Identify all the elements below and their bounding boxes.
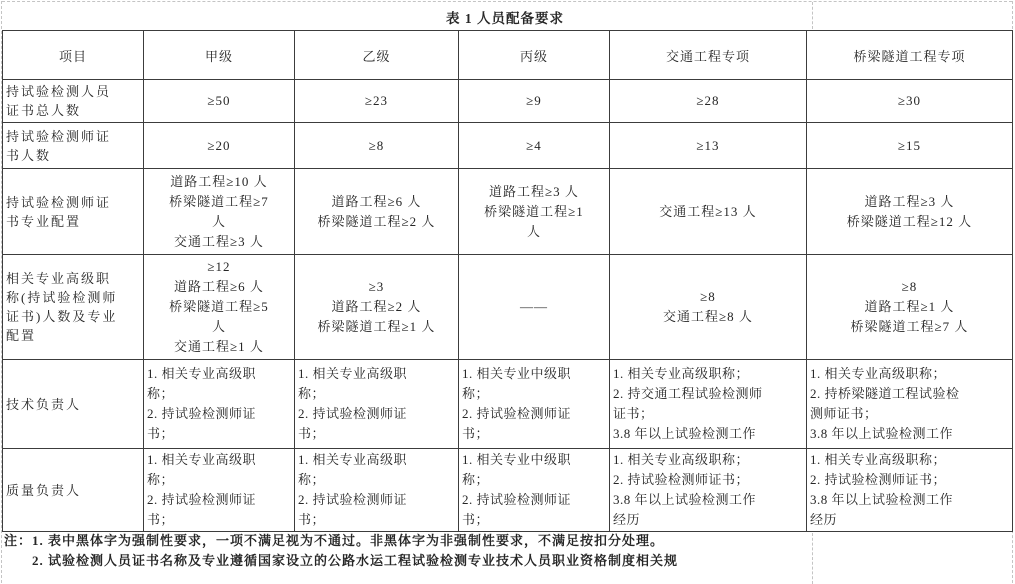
cell-line: 2. 持桥梁隧道工程试验检: [810, 386, 960, 401]
table-cell: [610, 360, 807, 449]
cell-line: 桥梁隧道工程≥2 人: [317, 213, 436, 229]
cell-line: 1. 相关专业高级职: [147, 366, 257, 381]
cell-line: 1. 相关专业高级职称；: [810, 366, 947, 381]
cell-line: 1. 相关专业高级职: [298, 452, 408, 467]
table-cell: [459, 123, 610, 169]
table-cell: [610, 449, 807, 532]
cell-line: 道路工程≥6 人: [331, 193, 422, 209]
row-label-line: 证书)人数及专业: [6, 309, 118, 324]
cell-line: ≥8: [901, 279, 918, 294]
cell-line: 2. 持试验检测师证: [462, 406, 572, 421]
table-cell: [144, 360, 295, 449]
cell-line: 人: [526, 223, 541, 239]
cell-line: 桥梁隧道工程≥7 人: [850, 319, 969, 334]
row-label: [3, 255, 144, 360]
table-cell: [807, 255, 1013, 360]
table-cell: [807, 80, 1013, 123]
text-boundary-margin-bottom: [812, 533, 813, 584]
cell-line: 2. 持试验检测师证书；: [810, 472, 947, 487]
cell-line: 3.8 年以上试验检测工作: [810, 492, 954, 507]
cell-line: 交通工程≥13 人: [659, 203, 757, 219]
cell-line: 测师证书；: [810, 406, 878, 421]
cell-line: 书；: [298, 426, 326, 441]
row-label: [3, 169, 144, 255]
cell-line: 道路工程≥10 人: [170, 173, 268, 189]
cell-line: 证书；: [613, 406, 654, 421]
cell-line: 交通工程≥1 人: [174, 339, 264, 354]
table-cell: [144, 123, 295, 169]
row-label-line: 持试验检测人员: [6, 84, 112, 99]
table-title: 表 1 人员配备要求: [446, 11, 564, 26]
cell-line: ≥9: [526, 93, 542, 108]
row-label: [3, 360, 144, 449]
cell-line: 桥梁隧道工程≥1 人: [317, 319, 436, 334]
column-header: 丙级: [459, 31, 610, 80]
table-cell: [295, 449, 459, 532]
cell-line: ≥3: [368, 279, 385, 294]
table-row: [3, 80, 1013, 123]
row-label-line: 配置: [6, 328, 37, 343]
cell-line: 人: [211, 319, 226, 334]
cell-line: 3.8 年以上试验检测工作: [613, 492, 757, 507]
table-row: [3, 360, 1013, 449]
cell-line: 称；: [147, 472, 175, 487]
cell-line: 书；: [147, 426, 175, 441]
cell-line: ≥8: [368, 137, 385, 153]
cell-line: 道路工程≥1 人: [864, 299, 955, 314]
cell-line: 1. 相关专业高级职称；: [613, 452, 750, 467]
table-cell: [295, 360, 459, 449]
table-row: [3, 169, 1013, 255]
table-cell: [610, 123, 807, 169]
cell-line: 2. 持试验检测师证: [462, 492, 572, 507]
table-cell: [610, 255, 807, 360]
row-label-line: 技术负责人: [6, 396, 82, 412]
text-boundary-top: [2, 1, 1012, 2]
cell-line: 称；: [298, 472, 326, 487]
cell-line: 1. 相关专业中级职: [462, 452, 572, 467]
cell-line: ≥13: [696, 137, 720, 153]
cell-line: 2. 持试验检测师证: [147, 406, 257, 421]
column-header: 甲级: [144, 31, 295, 80]
table-row: [3, 255, 1013, 360]
row-label-line: 质量负责人: [6, 482, 82, 498]
cell-line: 1. 相关专业高级职: [298, 366, 408, 381]
cell-line: 道路工程≥3 人: [864, 193, 955, 209]
row-label: [3, 449, 144, 532]
row-label-line: 持试验检测师证: [6, 194, 112, 210]
cell-line: 经历: [810, 512, 838, 527]
column-header: 桥梁隧道工程专项: [807, 31, 1013, 80]
cell-line: 道路工程≥3 人: [489, 183, 579, 199]
cell-line: 书；: [462, 426, 490, 441]
row-label-line: 相关专业高级职: [6, 271, 112, 286]
row-label: [3, 123, 144, 169]
row-label-line: 书专业配置: [6, 213, 82, 229]
cell-line: ≥4: [526, 137, 542, 153]
cell-line: 称；: [147, 386, 175, 401]
cell-line: 道路工程≥2 人: [331, 299, 422, 314]
row-label-line: 称(持试验检测师: [6, 290, 118, 305]
cell-line: 称；: [462, 386, 490, 401]
cell-line: ≥30: [897, 93, 922, 108]
table-row: [3, 123, 1013, 169]
cell-line: 桥梁隧道工程≥7: [169, 193, 269, 209]
table-cell: [295, 255, 459, 360]
cell-line: ≥15: [897, 137, 922, 153]
cell-line: 道路工程≥6 人: [174, 279, 264, 294]
personnel-table: [2, 30, 1013, 532]
cell-line: 桥梁隧道工程≥12 人: [846, 213, 973, 229]
table-cell: [459, 255, 610, 360]
table-row: [3, 449, 1013, 532]
row-label: [3, 80, 144, 123]
cell-line: 3.8 年以上试验检测工作: [613, 426, 757, 441]
table-cell: [807, 360, 1013, 449]
row-label-line: 书人数: [6, 147, 52, 163]
column-header: 交通工程专项: [610, 31, 807, 80]
table-notes: [4, 531, 804, 571]
cell-line: 2. 持试验检测师证书；: [613, 472, 750, 487]
cell-line: 交通工程≥3 人: [174, 233, 264, 249]
table-cell: [144, 449, 295, 532]
cell-line: 1. 相关专业高级职: [147, 452, 257, 467]
cell-line: ≥50: [207, 93, 231, 108]
cell-line: 2. 持交通工程试验检测师: [613, 386, 763, 401]
cell-line: 书；: [147, 512, 175, 527]
row-label-line: 持试验检测师证: [6, 128, 112, 144]
column-header: 项目: [3, 31, 144, 80]
cell-line: 桥梁隧道工程≥5: [169, 299, 269, 314]
note-line-2: 2. 试验检测人员证书名称及专业遵循国家设立的公路水运工程试验检测专业技术人员职业资格制度相关规: [32, 553, 679, 568]
table-cell: [295, 169, 459, 255]
cell-line: 2. 持试验检测师证: [298, 492, 408, 507]
table-cell: [459, 360, 610, 449]
cell-line: 经历: [613, 512, 641, 527]
table-cell: [807, 169, 1013, 255]
column-header: 乙级: [295, 31, 459, 80]
cell-line: 1. 相关专业高级职称；: [613, 366, 750, 381]
cell-line: 桥梁隧道工程≥1: [484, 203, 584, 219]
cell-line: ——: [520, 299, 548, 314]
cell-line: 1. 相关专业中级职: [462, 366, 572, 381]
table-cell: [807, 449, 1013, 532]
row-label-line: 证书总人数: [6, 103, 82, 118]
cell-line: 3.8 年以上试验检测工作: [810, 426, 954, 441]
table-cell: [610, 169, 807, 255]
table-cell: [144, 169, 295, 255]
cell-line: 称；: [298, 386, 326, 401]
table-cell: [295, 123, 459, 169]
table-cell: [144, 80, 295, 123]
table-cell: [295, 80, 459, 123]
cell-line: 1. 相关专业高级职称；: [810, 452, 947, 467]
table-header: [3, 31, 1013, 80]
note-line-1: 注：1. 表中黑体字为强制性要求，一项不满足视为不通过。非黑体字为非强制性要求，不满足按扣分处理。: [4, 533, 665, 548]
cell-line: ≥20: [207, 137, 231, 153]
cell-line: ≥28: [696, 93, 720, 108]
cell-line: 书；: [298, 512, 326, 527]
cell-line: 称；: [462, 472, 490, 487]
cell-line: ≥12: [207, 259, 231, 274]
table-cell: [807, 123, 1013, 169]
cell-line: 人: [211, 213, 226, 229]
table-cell: [459, 449, 610, 532]
table-cell: [459, 80, 610, 123]
cell-line: ≥23: [364, 93, 389, 108]
cell-line: 书；: [462, 512, 490, 527]
table-body: [3, 80, 1013, 532]
cell-line: 交通工程≥8 人: [663, 309, 753, 324]
cell-line: 2. 持试验检测师证: [147, 492, 257, 507]
cell-line: ≥8: [700, 289, 716, 304]
table-cell: [610, 80, 807, 123]
header-row: [3, 31, 1013, 80]
table-cell: [144, 255, 295, 360]
table-cell: [459, 169, 610, 255]
cell-line: 2. 持试验检测师证: [298, 406, 408, 421]
